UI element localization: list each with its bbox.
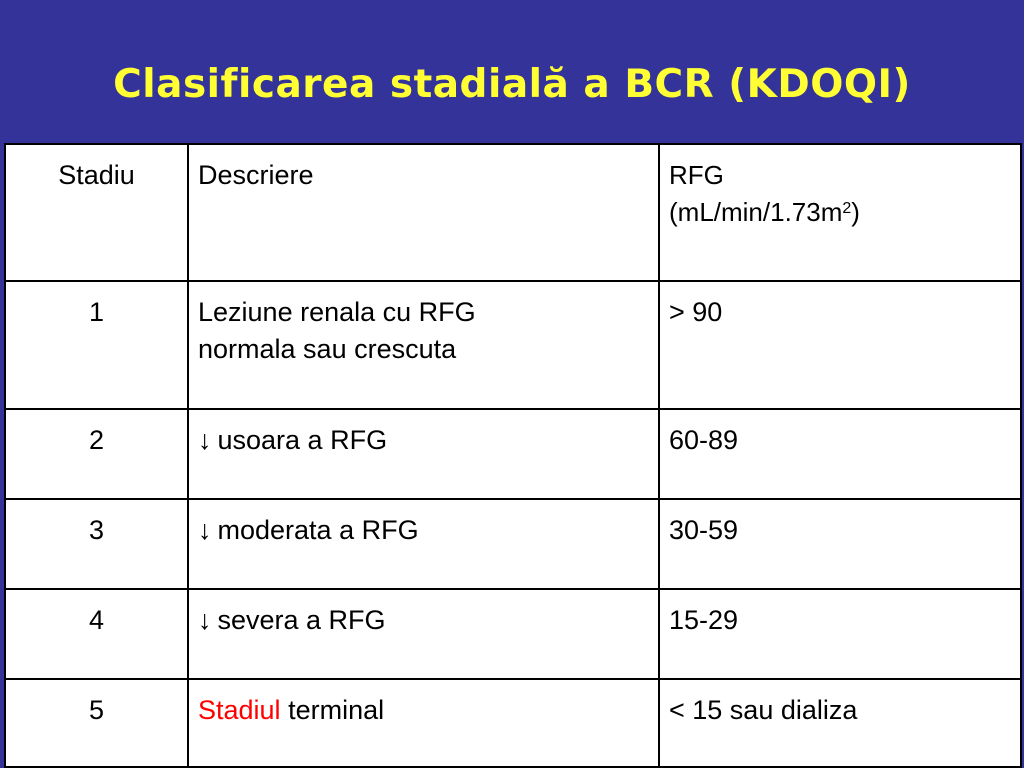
arrow-down-icon: ↓ bbox=[198, 515, 212, 545]
rfg-cell bbox=[659, 589, 1021, 679]
header-descriere-label: Descriere bbox=[198, 160, 314, 190]
descriere-text: usoara a RFG bbox=[217, 425, 388, 455]
rfg-value: > 90 bbox=[669, 297, 723, 327]
rfg-value: < 15 sau dializa bbox=[669, 695, 858, 725]
stadiu-value: 4 bbox=[88, 605, 105, 635]
rfg-cell bbox=[659, 499, 1021, 589]
slide-title: Clasificarea stadială a BCR (KDOQI) bbox=[113, 62, 911, 107]
descriere-line2: normala sau crescuta bbox=[198, 334, 457, 364]
stadiu-cell bbox=[5, 409, 188, 499]
stage-classification-table bbox=[4, 143, 1022, 768]
header-stadiu bbox=[5, 144, 188, 281]
descriere-cell bbox=[188, 589, 659, 679]
stadiu-cell bbox=[5, 499, 188, 589]
rfg-cell bbox=[659, 281, 1021, 409]
header-rfg-unit bbox=[669, 194, 1020, 231]
stadiu-value: 2 bbox=[88, 425, 105, 455]
descriere-line1: Leziune renala cu RFG bbox=[198, 297, 476, 327]
stadiu-cell bbox=[5, 281, 188, 409]
descriere-cell bbox=[188, 409, 659, 499]
descriere-value bbox=[198, 590, 658, 639]
descriere-cell bbox=[188, 499, 659, 589]
descriere-highlight: Stadiul bbox=[198, 695, 281, 725]
stadiu-value: 3 bbox=[88, 515, 105, 545]
header-rfg-line1: RFG bbox=[669, 160, 724, 190]
stadiu-cell bbox=[5, 679, 188, 767]
table-row bbox=[5, 281, 1021, 409]
stadiu-cell bbox=[5, 589, 188, 679]
table-row bbox=[5, 409, 1021, 499]
header-rfg bbox=[659, 144, 1021, 281]
descriere-value bbox=[198, 410, 658, 459]
header-rfg-label bbox=[669, 145, 1020, 231]
header-rfg-unit-main: (mL/min/1.73m bbox=[669, 197, 843, 227]
table-row bbox=[5, 589, 1021, 679]
stadiu-value: 5 bbox=[88, 695, 105, 725]
descriere-text: moderata a RFG bbox=[217, 515, 419, 545]
table-row bbox=[5, 679, 1021, 767]
arrow-down-icon: ↓ bbox=[198, 605, 212, 635]
descriere-value bbox=[198, 680, 658, 729]
descriere-value bbox=[198, 500, 658, 549]
header-rfg-unit-sup: 2 bbox=[842, 200, 852, 217]
table-header-row bbox=[5, 144, 1021, 281]
descriere-cell bbox=[188, 679, 659, 767]
header-descriere bbox=[188, 144, 659, 281]
descriere-text: terminal bbox=[280, 695, 385, 725]
rfg-value: 60-89 bbox=[669, 425, 739, 455]
arrow-down-icon: ↓ bbox=[198, 425, 212, 455]
descriere-text: severa a RFG bbox=[217, 605, 386, 635]
header-rfg-unit-end: ) bbox=[851, 197, 860, 227]
rfg-cell bbox=[659, 409, 1021, 499]
table bbox=[4, 143, 1022, 768]
descriere-value bbox=[198, 282, 658, 368]
rfg-cell bbox=[659, 679, 1021, 767]
rfg-value: 30-59 bbox=[669, 515, 739, 545]
stadiu-value: 1 bbox=[88, 297, 105, 327]
table-row bbox=[5, 499, 1021, 589]
descriere-cell bbox=[188, 281, 659, 409]
header-stadiu-label: Stadiu bbox=[58, 160, 135, 190]
rfg-value: 15-29 bbox=[669, 605, 739, 635]
